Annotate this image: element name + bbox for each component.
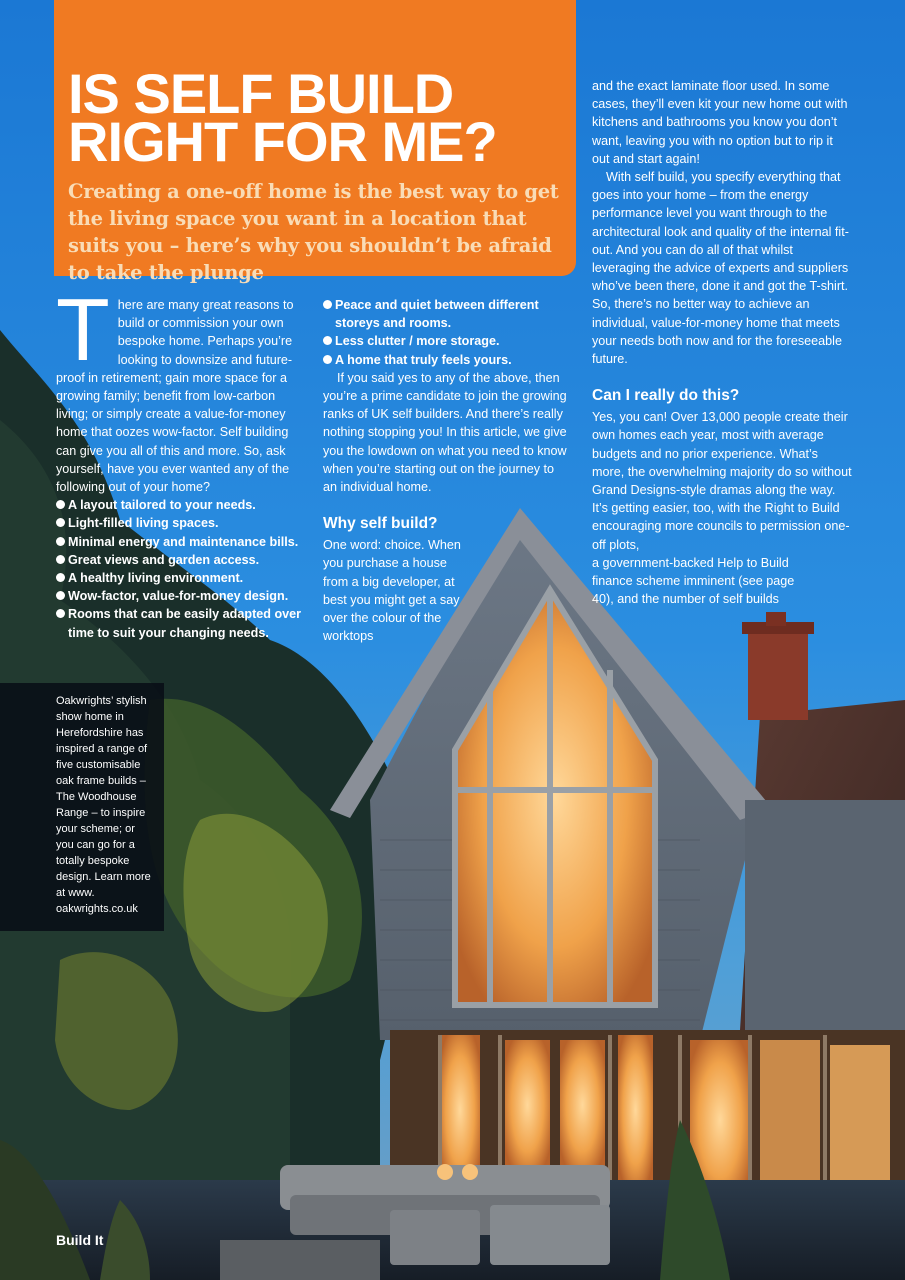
list-item: Minimal energy and maintenance bills. <box>56 533 310 551</box>
bullet-icon <box>56 500 65 509</box>
section-heading-can-i-do-this: Can I really do this? <box>592 387 740 405</box>
column-3 <box>592 77 852 608</box>
intro-paragraph <box>56 280 310 496</box>
column-1 <box>56 280 310 642</box>
magazine-folio: Build It <box>56 1232 104 1248</box>
intro-text: here are many great reasons to build or commission your own bespoke home. Perhaps you’re looking to downsize and future-proof in retirement; gain more space for a growing family; benefit from low-carbon living; or simply create a value-for-money home that oozes wow-factor. Self building can give you all of this and more. So, ask yourself, have you ever wanted any of the following out of your home? <box>56 298 294 495</box>
section-heading-why-self-build: Why self build? <box>323 515 438 533</box>
candidate-paragraph: If you said yes to any of the above, then you’re a prime candidate to join the growing ranks of UK self builders. And there’s really nothing stopping you! In this article, we give you the lowdown on what you need to know when you’re starting out on the journey to an individual home. <box>323 370 567 495</box>
list-item: Peace and quiet between different storeys and rooms. <box>323 296 569 332</box>
list-item: A home that truly feels yours. <box>323 351 569 369</box>
subtitle: Creating a one-off home is the best way to get the living space you want in a location that suits you – here’s why you shouldn’t be afraid to take the plunge <box>68 180 559 284</box>
list-item: Wow-factor, value-for-money design. <box>56 587 310 605</box>
bullet-icon <box>323 355 332 364</box>
list-item: Less clutter / more storage. <box>323 332 569 350</box>
list-item: A healthy living environment. <box>56 569 310 587</box>
yes-you-can-line: finance scheme imminent (see page <box>592 574 795 589</box>
bullet-icon <box>323 300 332 309</box>
yes-you-can-line: a government-backed Help to Build <box>592 555 789 570</box>
photo-caption <box>0 683 164 931</box>
page-title <box>68 62 562 173</box>
wishlist-bullets <box>56 496 310 642</box>
bullet-icon <box>323 336 332 345</box>
why-self-build-paragraph: One word: choice. When you purchase a house from a big developer, at best you might get a say over the colour of the worktops <box>323 538 461 644</box>
title-line-1: IS SELF BUILD <box>68 62 454 125</box>
bullet-icon <box>56 537 65 546</box>
yes-you-can-line: 40), and the number of self builds <box>592 592 779 607</box>
bullet-icon <box>56 591 65 600</box>
bullet-icon <box>56 555 65 564</box>
title-box <box>54 0 576 284</box>
title-line-2: RIGHT FOR ME? <box>68 110 497 173</box>
specify-paragraph: With self build, you specify everything that goes into your home – from the energy performance level you want through to the architectural look and quality of the internal fit-out. And you can do all of that whilst leveraging the advice of experts and suppliers who’ve been there, done it and got the T-shirt. So, there’s no better way to achieve an individual, value-for-money home that meets your needs both now and for the foreseeable future. <box>592 170 849 367</box>
column-2 <box>323 296 569 645</box>
list-item: Rooms that can be easily adapted over time to suit your changing needs. <box>56 605 310 641</box>
yes-you-can-paragraph: Yes, you can! Over 13,000 people create their own homes each year, most with average budgets and no prior experience. What’s more, the overwhelming majority do so without Grand Designs-style dramas along the way. It’s getting easier, too, with the Right to Build encouraging more councils to permission one-off plots, <box>592 410 852 552</box>
laminate-paragraph: and the exact laminate floor used. In some cases, they’ll even kit your new home out with kitchens and bathrooms you know you don’t want, leaving you with no option but to rip it out and start again! <box>592 79 848 166</box>
list-item: Light-filled living spaces. <box>56 514 310 532</box>
wishlist-bullets-continued <box>323 296 569 369</box>
caption-text: Oakwrights’ stylish show home in Herefordshire has inspired a range of five customisable oak frame builds – The Woodhouse Range – to inspire your scheme; or you can go for a totally bespoke design. Learn more at www. oakwrights.co.uk <box>56 695 151 915</box>
bullet-icon <box>56 573 65 582</box>
bullet-icon <box>56 518 65 527</box>
drop-cap: T <box>56 280 110 379</box>
list-item: A layout tailored to your needs. <box>56 496 310 514</box>
bullet-icon <box>56 609 65 618</box>
list-item: Great views and garden access. <box>56 551 310 569</box>
